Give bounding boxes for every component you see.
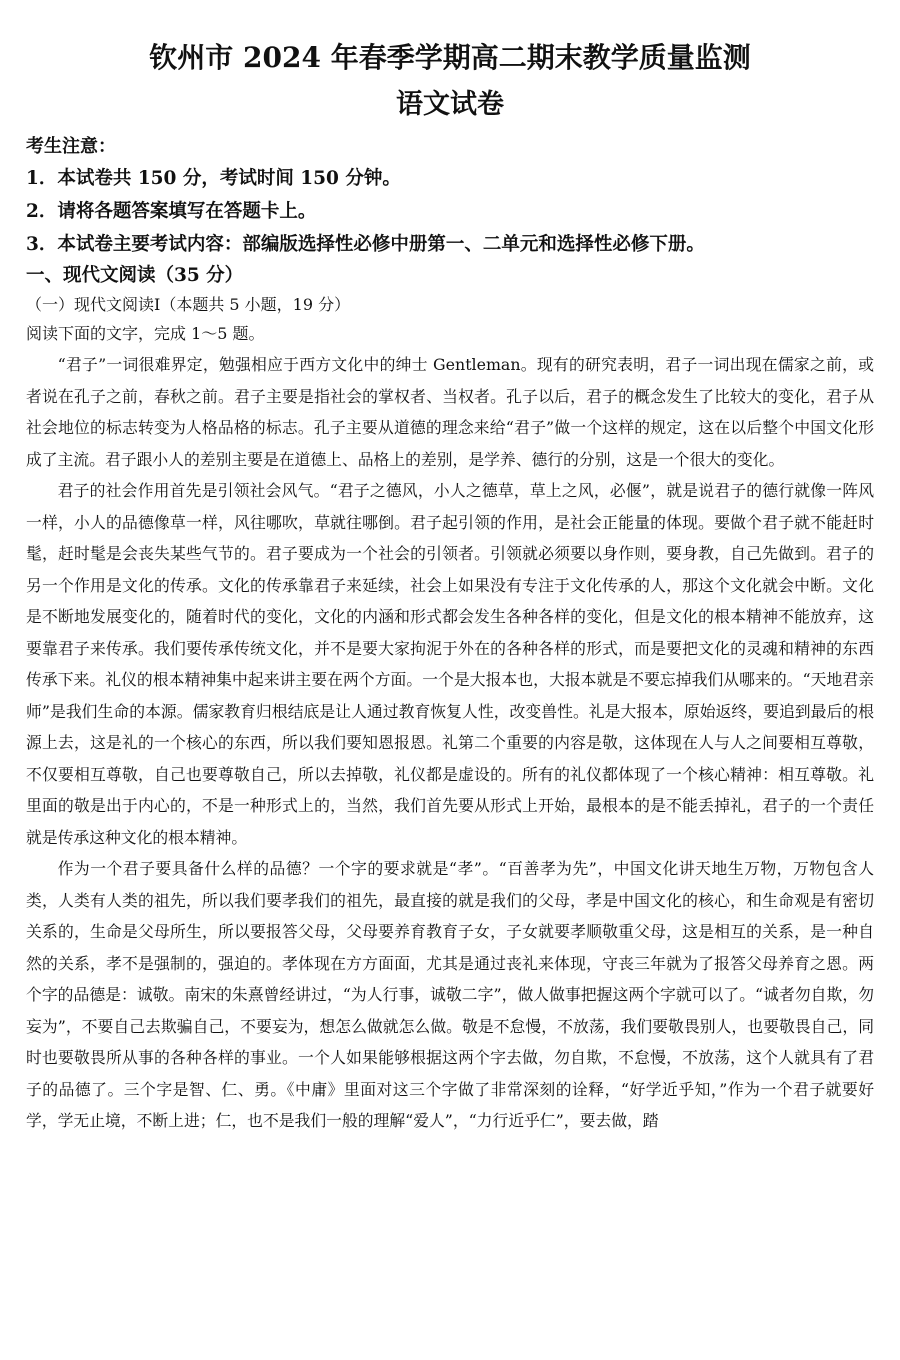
exam-subtitle: 语文试卷 xyxy=(396,89,504,120)
reading-passage xyxy=(26,349,874,1137)
section-heading: 一、现代文阅读（35 分） xyxy=(26,265,244,286)
section-subheading: （一）现代文阅读Ⅰ（本题共 5 小题，19 分） xyxy=(26,295,351,314)
passage-paragraph-2: 君子的社会作用首先是引领社会风气。“君子之德风，小人之德草，草上之风，必偃”，就是说君子的德行就像一阵风一样，小人的品德像草一样，风往哪吹，草就往哪倒。君子起引领的作用，是社会正能量的体现。要做个君子就不能赶时髦，赶时髦是会丧失某些气节的。君子要成为一个社会的引领者。引领就必须要以身作则，要身教，自己先做到。君子的另一个作用是文化的传承。文化的传承靠君子来延续，社会上如果没有专注于文化传承的人，那这个文化就会中断。文化是不断地发展变化的，随着时代的变化，文化的内涵和形式都会发生各种各样的变化，但是文化的根本精神不能放弃，这要靠君子来传承。我们要传承传统文化，并不是要大家拘泥于外在的各种各样的形式，而是要把文化的灵魂和精神的东西传承下来。礼仪的根本精神集中起来讲主要在两个方面。一个是大报本也，大报本就是不要忘掉我们从哪来的。“天地君亲师”是我们生命的本源。儒家教育归根结底是让人通过教育恢复人性，改变兽性。礼是大报本，原始返终，要追到最后的根源上去，这是礼的一个核心的东西，所以我们要知恩报恩。礼第二个重要的内容是敬，这体现在人与人之间要相互尊敬，不仅要相互尊敬，自己也要尊敬自己，所以去掉敬，礼仪都是虚设的。所有的礼仪都体现了一个核心精神：相互尊敬。礼里面的敬是出于内心的，不是一种形式上的，当然，我们首先要从形式上开始，最根本的是不能丢掉礼，君子的一个责任就是传承这种文化的根本精神。 xyxy=(26,481,874,847)
notice-heading: 考生注意： xyxy=(26,136,116,157)
reading-instruction: 阅读下面的文字，完成 1～5 题。 xyxy=(26,324,265,343)
notice-item-3: 3．本试卷主要考试内容：部编版选择性必修中册第一、二单元和选择性必修下册。 xyxy=(26,234,705,255)
notice-block xyxy=(26,132,874,261)
notice-item-2: 2．请将各题答案填写在答题卡上。 xyxy=(26,201,317,222)
passage-paragraph-3: 作为一个君子要具备什么样的品德？一个字的要求就是“孝”。“百善孝为先”，中国文化讲天地生万物，万物包含人类，人类有人类的祖先，所以我们要孝我们的祖先，最直接的就是我们的父母，孝是中国文化的核心，和生命观是有密切关系的，生命是父母所生，所以要报答父母，父母要养育教育子女，子女就要孝顺敬重父母，这是相互的关系，是一种自然的关系，孝不是强制的，强迫的。孝体现在方方面面，尤其是通过丧礼来体现，守丧三年就为了报答父母养育之恩。两个字的品德是：诚敬。南宋的朱熹曾经讲过，“为人行事，诚敬二字”，做人做事把握这两个字就可以了。“诚者勿自欺，勿妄为”，不要自己去欺骗自己，不要妄为，想怎么做就怎么做。敬是不怠慢，不放荡，我们要敬畏别人，也要敬畏自己，同时也要敬畏所从事的各种各样的事业。一个人如果能够根据这两个字去做，勿自欺，不怠慢，不放荡，这个人就具有了君子的品德了。三个字是智、仁、勇。《中庸》里面对这三个字做了非常深刻的诠释，“好学近乎知，”作为一个君子就要好学，学无止境，不断上进；仁，也不是我们一般的理解“爱人”，“力行近乎仁”，要去做，踏 xyxy=(26,859,874,1130)
exam-title: 钦州市 2024 年春季学期高二期末教学质量监测 xyxy=(149,41,751,74)
notice-item-1: 1．本试卷共 150 分，考试时间 150 分钟。 xyxy=(26,168,401,189)
passage-paragraph-1: “君子”一词很难界定，勉强相应于西方文化中的绅士 Gentleman。现有的研究表明，君子一词出现在儒家之前，或者说在孔子之前，春秋之前。君子主要是指社会的掌权者、当权者。孔子以后，君子的概念发生了比较大的变化，君子从社会地位的标志转变为人格品格的标志。孔子主要从道德的理念来给“君子”做一个这样的规定，这在以后整个中国文化形成了主流。君子跟小人的差别主要是在道德上、品格上的差别，是学养、德行的分别，这是一个很大的变化。 xyxy=(26,355,874,469)
